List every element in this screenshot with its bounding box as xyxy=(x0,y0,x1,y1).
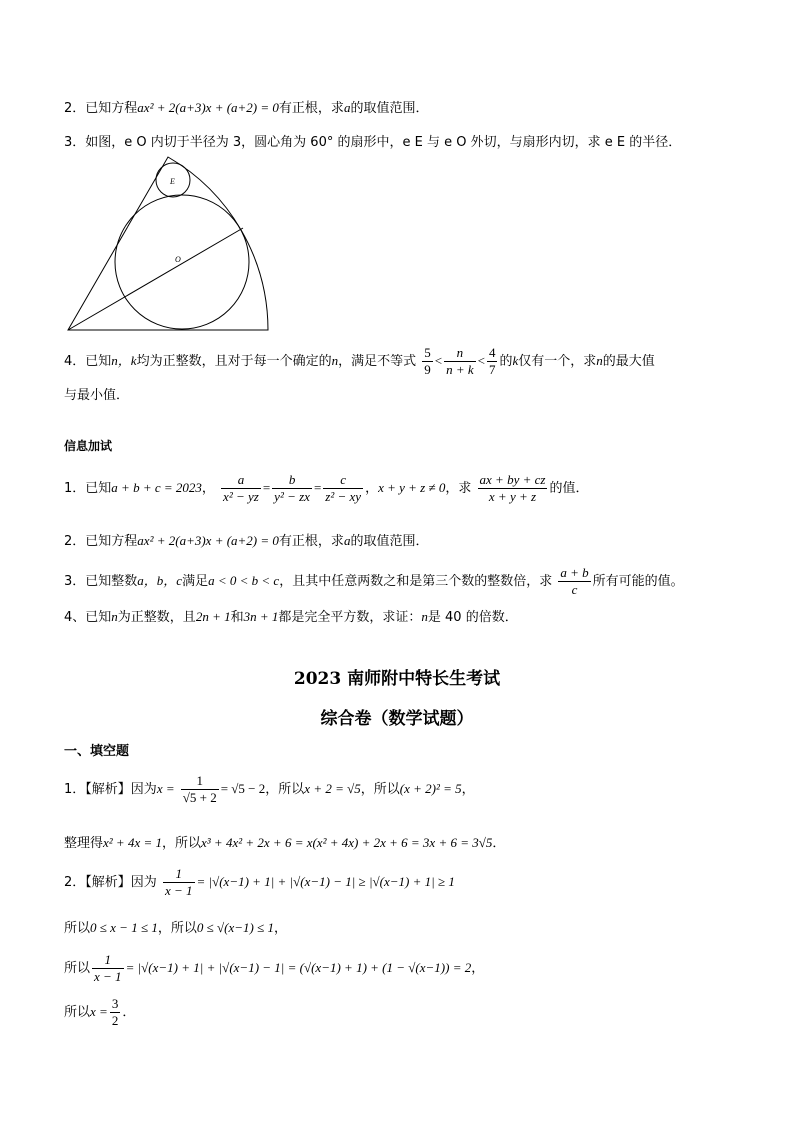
numerator: c xyxy=(323,472,363,489)
fraction-1-over-x-minus-1 xyxy=(163,866,195,899)
fraction-b xyxy=(272,472,312,505)
denominator: x − 1 xyxy=(94,969,122,984)
text: ． xyxy=(492,836,506,851)
page-subtitle: 综合卷（数学试题） xyxy=(320,709,474,729)
problem-text: 如图，e O 内切于半径为 3，圆心角为 60° 的扇形中，e E 与 e O 外切，与扇形内切，求 e E 的半径． xyxy=(85,135,682,150)
equals: = xyxy=(262,480,271,495)
analysis-tag: 【解析】 xyxy=(85,782,131,797)
numerator: b xyxy=(272,472,312,489)
label-o: O xyxy=(175,255,181,264)
text: ，且其中任意两数之和是第三个数的整数倍，求 xyxy=(279,574,553,589)
fraction-a-plus-b-over-c xyxy=(558,565,590,598)
solution-2-line-2 xyxy=(64,918,287,939)
problem-2-line xyxy=(64,98,428,119)
text: 和 xyxy=(230,610,244,625)
text: 的取值范围． xyxy=(350,101,429,116)
problem-number: 2． xyxy=(64,534,86,549)
less-than: < xyxy=(477,353,485,368)
fraction-target xyxy=(478,472,548,505)
expression: (x + 2)² = 5 xyxy=(399,781,462,796)
numerator: 5 xyxy=(424,345,431,360)
info-problem-4 xyxy=(64,607,518,628)
solution-2-line-3 xyxy=(64,950,484,987)
problem-4-continued xyxy=(64,386,129,406)
text: ， xyxy=(273,921,287,936)
info-problem-3 xyxy=(64,563,684,600)
numerator: 3 xyxy=(111,996,119,1011)
page-title: 2023 南师附中特长生考试 xyxy=(293,669,501,689)
text: ，所以 xyxy=(162,836,202,851)
fraction-4-7 xyxy=(487,345,498,378)
variables: a，b，c xyxy=(137,573,183,588)
inequality: a < 0 < b < c xyxy=(208,573,280,588)
equation: ax² + 2(a+3)x + (a+2) = 0 xyxy=(137,100,279,115)
text: ，所以 xyxy=(360,782,400,797)
fraction-5-9 xyxy=(422,345,433,378)
condition: x + y + z ≠ 0 xyxy=(378,480,446,495)
denominator: 7 xyxy=(488,362,496,377)
text: 已知 xyxy=(85,481,112,496)
fraction-a xyxy=(221,472,261,505)
text: 是 40 的倍数． xyxy=(427,610,518,625)
solution-1-line-1 xyxy=(64,770,475,809)
problem-3-line xyxy=(64,133,681,153)
numerator: 1 xyxy=(163,866,195,883)
text: ，所以 xyxy=(265,782,305,797)
info-problem-2 xyxy=(64,531,428,552)
expression: x = xyxy=(156,781,175,796)
numerator: 1 xyxy=(181,773,219,790)
variable: a xyxy=(343,100,351,115)
section-heading-info: 信息加试 xyxy=(64,439,113,453)
text: 已知方程 xyxy=(85,101,138,116)
denominator: y² − zx xyxy=(274,489,310,504)
text: 所以 xyxy=(64,921,91,936)
variable: n xyxy=(111,609,118,624)
expression: x² + 4x = 1 xyxy=(103,835,162,850)
denominator: x² − yz xyxy=(223,489,259,504)
variable: n xyxy=(331,353,339,368)
problem-number: 4、 xyxy=(64,610,86,625)
circle-o xyxy=(115,195,249,329)
text: 所以 xyxy=(64,1005,91,1020)
fraction-3-2 xyxy=(110,996,121,1029)
numerator: a xyxy=(221,472,261,489)
expression: = |√(x−1) + 1| + |√(x−1) − 1| ≥ |√(x−1) + 1| ≥ 1 xyxy=(196,874,455,889)
text: ． xyxy=(122,1005,136,1020)
variable: k xyxy=(512,353,519,368)
sector-outline xyxy=(68,157,268,330)
denominator: z² − xy xyxy=(325,489,362,504)
numerator: a + b xyxy=(560,565,589,580)
expression: 0 ≤ √(x−1) ≤ 1 xyxy=(196,920,274,935)
equation: ax² + 2(a+3)x + (a+2) = 0 xyxy=(137,533,279,548)
text: 因为 xyxy=(130,782,157,797)
expression: = √5 − 2 xyxy=(220,781,266,796)
problem-4-line xyxy=(64,344,655,379)
equation: a + b + c = 2023 xyxy=(111,480,202,495)
text: 有正根，求 xyxy=(278,101,344,116)
analysis-tag: 【解析】 xyxy=(85,875,131,890)
fraction-n xyxy=(444,345,476,378)
text: 已知整数 xyxy=(85,574,138,589)
text: 与最小值． xyxy=(64,388,130,403)
solution-1-line-2 xyxy=(64,833,505,854)
expression: x³ + 4x² + 2x + 6 = x(x² + 4x) + 2x + 6 = 3x + 6 = 3√5 xyxy=(201,835,493,850)
text: 有正根，求 xyxy=(278,534,344,549)
label-e: E xyxy=(170,177,175,186)
fraction-1-over-root5-plus-2 xyxy=(181,773,219,806)
expression: 3n + 1 xyxy=(243,609,279,624)
text: 所有可能的值。 xyxy=(592,574,684,589)
equals: = xyxy=(313,480,322,495)
variable: n xyxy=(596,353,603,368)
problem-number: 3． xyxy=(64,135,86,150)
text: 已知 xyxy=(85,354,112,369)
variable: n xyxy=(421,609,428,624)
text: ，满足不等式 xyxy=(338,354,417,369)
info-problem-1 xyxy=(64,470,588,507)
numerator: 1 xyxy=(92,952,124,969)
variables: n，k xyxy=(111,353,137,368)
less-than: < xyxy=(434,353,443,368)
text: ，所以 xyxy=(157,921,197,936)
problem-number: 1． xyxy=(64,481,86,496)
text: 均为正整数，且对于每一个确定的 xyxy=(136,354,332,369)
section-heading-fill: 一、填空题 xyxy=(64,744,130,759)
expression: x = xyxy=(90,1004,108,1019)
numerator: n xyxy=(444,345,476,362)
sector-figure xyxy=(60,152,280,337)
denominator: n + k xyxy=(446,362,474,377)
problem-number: 2． xyxy=(64,101,86,116)
text: 为正整数，且 xyxy=(117,610,196,625)
text: 仅有一个，求 xyxy=(518,354,597,369)
problem-number: 3． xyxy=(64,574,86,589)
expression: 2n + 1 xyxy=(195,609,231,624)
text: 的最大值 xyxy=(602,354,655,369)
expression: x + 2 = √5 xyxy=(304,781,361,796)
denominator: √5 + 2 xyxy=(182,790,217,805)
solution-2-line-1 xyxy=(64,864,455,901)
fraction-1-over-x-minus-1 xyxy=(92,952,124,985)
text: ， xyxy=(471,961,485,976)
numerator: 4 xyxy=(488,345,496,360)
text: 都是完全平方数，求证： xyxy=(278,610,422,625)
denominator: x + y + z xyxy=(488,489,537,504)
text: 整理得 xyxy=(64,836,104,851)
text: 所以 xyxy=(64,961,91,976)
problem-number: 4． xyxy=(64,354,86,369)
denominator: x − 1 xyxy=(164,883,193,898)
text: ， xyxy=(201,481,215,496)
text: 的值． xyxy=(549,481,589,496)
denominator: c xyxy=(571,582,578,597)
fraction-c xyxy=(323,472,363,505)
text: 的取值范围． xyxy=(350,534,429,549)
text: ，求 xyxy=(445,481,472,496)
text: ， xyxy=(461,782,475,797)
denominator: 2 xyxy=(111,1013,119,1028)
text: 已知 xyxy=(85,610,112,625)
problem-number: 1． xyxy=(64,782,86,797)
text: 的 xyxy=(499,354,513,369)
text: ， xyxy=(365,481,379,496)
text: 因为 xyxy=(130,875,157,890)
expression: = |√(x−1) + 1| + |√(x−1) − 1| = (√(x−1) + 1) + (1 − √(x−1)) = 2 xyxy=(125,960,472,975)
denominator: 9 xyxy=(424,362,431,377)
sector-bisector xyxy=(68,228,243,330)
solution-2-line-4 xyxy=(64,994,135,1031)
text: 满足 xyxy=(182,574,209,589)
numerator: ax + by + cz xyxy=(479,472,546,487)
expression: 0 ≤ x − 1 ≤ 1 xyxy=(90,920,158,935)
text: 已知方程 xyxy=(85,534,138,549)
variable: a xyxy=(343,533,351,548)
problem-number: 2． xyxy=(64,875,86,890)
